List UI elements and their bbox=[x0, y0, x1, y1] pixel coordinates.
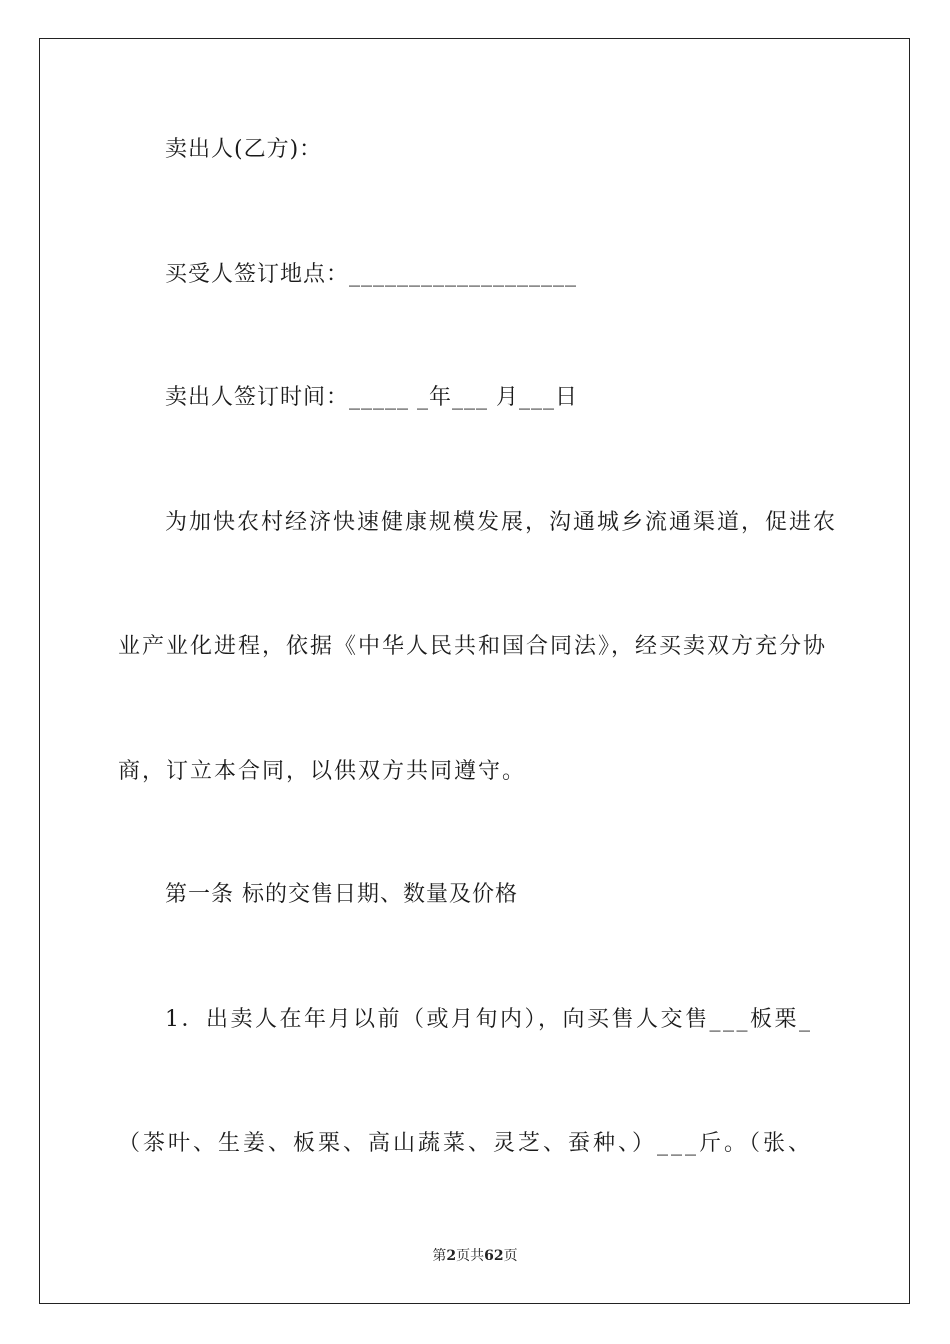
footer-total-pages: 62 bbox=[484, 1248, 504, 1264]
footer-total-prefix: 共 bbox=[470, 1248, 485, 1264]
seller-party-line: 卖出人(乙方)： bbox=[165, 137, 323, 162]
footer-total-suffix: 页 bbox=[503, 1248, 518, 1264]
footer-page-prefix: 第 bbox=[432, 1248, 447, 1264]
clause-1-line-2: （茶叶、生姜、板栗、高山蔬菜、灵芝、蚕种、）___斤。（张、 bbox=[118, 1131, 814, 1156]
buyer-signing-place-line: 买受人签订地点：___________________ bbox=[165, 262, 578, 287]
preamble-line-1: 为加快农村经济快速健康规模发展，沟通城乡流通渠道，促进农 bbox=[165, 510, 838, 535]
clause-1-line-1: 1．出卖人在年月以前（或月旬内），向买售人交售___板栗_ bbox=[165, 1007, 813, 1032]
footer-page-suffix: 页 bbox=[456, 1248, 471, 1264]
footer-page-number: 2 bbox=[446, 1248, 457, 1264]
seller-signing-time-line: 卖出人签订时间：_____ _年___ 月___日 bbox=[165, 385, 578, 410]
page-footer bbox=[0, 1246, 950, 1266]
preamble-line-3: 商，订立本合同，以供双方共同遵守。 bbox=[118, 759, 527, 784]
page-border bbox=[39, 38, 910, 1304]
article-one-heading: 第一条 标的交售日期、数量及价格 bbox=[165, 882, 518, 907]
preamble-line-2: 业产业化进程，依据《中华人民共和国合同法》，经买卖双方充分协 bbox=[118, 634, 828, 659]
